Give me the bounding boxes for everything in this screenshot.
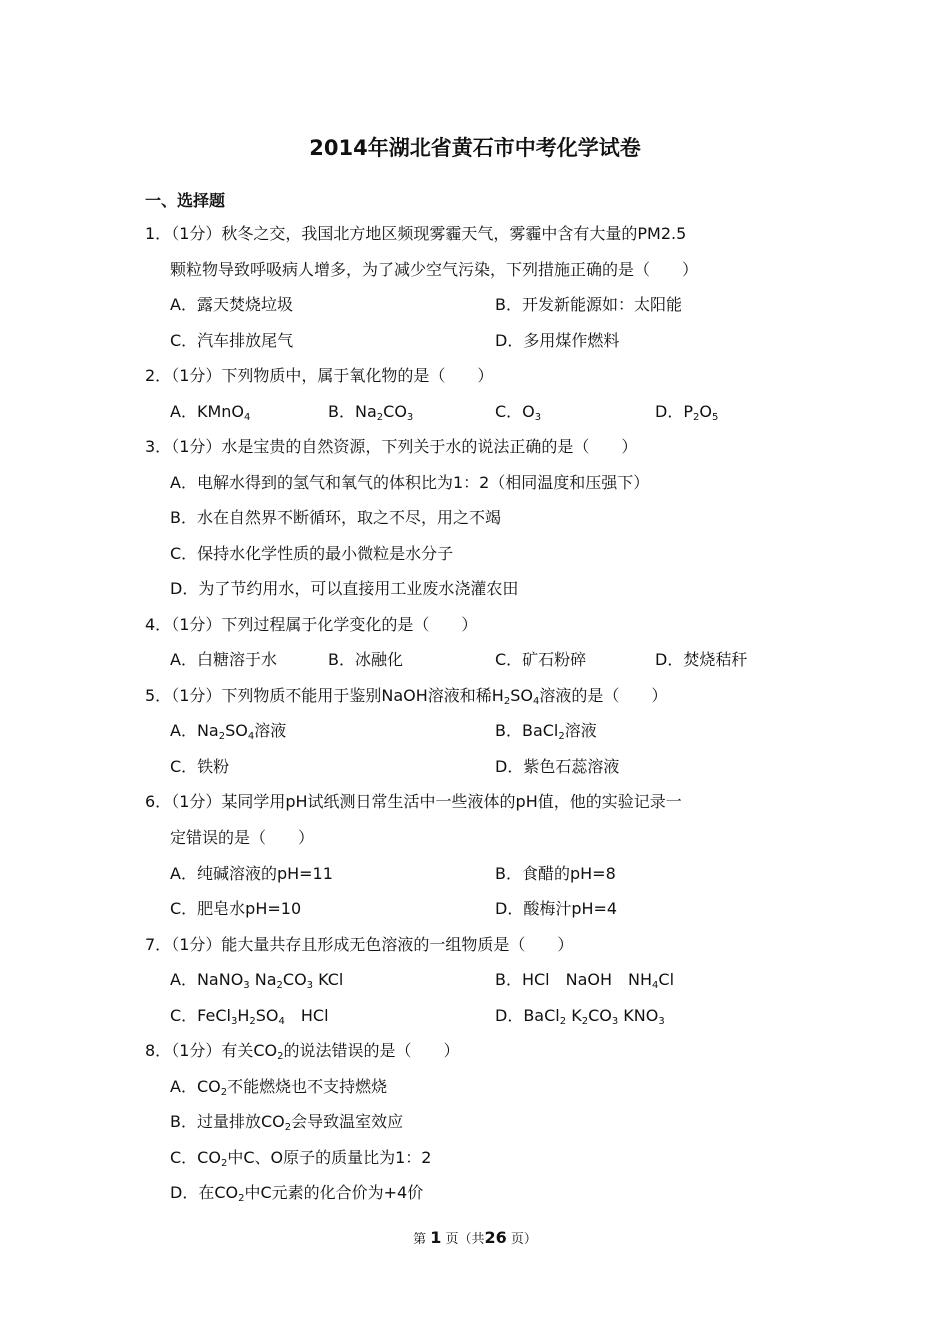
- q5-option-d: D．紫色石蕊溶液: [495, 757, 620, 776]
- q8-option-b: B．过量排放$CO_2$会导致温室效应: [170, 1112, 404, 1133]
- q8-option-c: C．$CO_2$中C、O原子的质量比为1：2: [170, 1148, 432, 1169]
- q5-option-a: A．$Na_2SO_4$溶液: [170, 721, 287, 742]
- question-7: 7．（1分）能大量共存且形成无色溶液的一组物质是（ ）: [145, 935, 574, 954]
- q5-option-c: C．铁粉: [170, 757, 230, 776]
- q7-option-a: A．NaNO$_3$ $Na_2CO_3$ KCl: [170, 970, 344, 991]
- q8-option-a: A．$CO_2$不能燃烧也不支持燃烧: [170, 1077, 388, 1098]
- q3-option-b: B．水在自然界不断循环，取之不尽，用之不竭: [170, 508, 501, 527]
- q7-option-b: B．HCl NaOH $NH_4Cl$: [495, 970, 675, 991]
- q2-option-a: A．KMnO$_4$: [170, 402, 251, 423]
- q2-option-b: B．$Na_2CO_3$: [328, 402, 414, 423]
- q3-option-a: A．电解水得到的氢气和氧气的体积比为1：2（相同温度和压强下）: [170, 473, 650, 492]
- question-4: 4．（1分）下列过程属于化学变化的是（ ）: [145, 615, 478, 634]
- q7-option-c: C．$FeCl_3H_2SO_4$ HCl: [170, 1006, 329, 1027]
- question-6-stem-cont: 定错误的是（ ）: [170, 828, 315, 847]
- page-footer: 第 1 页（共26 页）: [413, 1228, 537, 1247]
- q2-option-c: C．$O_3$: [495, 402, 542, 423]
- page-title: 2014年湖北省黄石市中考化学试卷: [309, 136, 641, 160]
- q6-option-c: C．肥皂水pH=10: [170, 899, 302, 918]
- question-2: 2．（1分）下列物质中，属于氧化物的是（ ）: [145, 366, 494, 385]
- question-6: 6．（1分）某同学用pH试纸测日常生活中一些液体的pH值，他的实验记录一: [145, 792, 682, 811]
- question-5: 5．（1分）下列物质不能用于鉴别NaOH溶液和稀$H_2SO_4$溶液的是（ ）: [145, 686, 668, 707]
- question-3: 3．（1分）水是宝贵的自然资源，下列关于水的说法正确的是（ ）: [145, 437, 638, 456]
- q2-option-d: D．$P_2O_5$: [655, 402, 719, 423]
- q4-option-a: A．白糖溶于水: [170, 650, 277, 669]
- question-1: 1．（1分）秋冬之交，我国北方地区频现雾霾天气，雾霾中含有大量的PM2.5: [145, 224, 687, 243]
- q1-option-a: A．露天焚烧垃圾: [170, 295, 293, 314]
- q5-option-b: B．BaCl$_2$溶液: [495, 721, 597, 742]
- q1-option-c: C．汽车排放尾气: [170, 331, 294, 350]
- question-1-stem-cont: 颗粒物导致呼吸病人增多，为了减少空气污染，下列措施正确的是（ ）: [170, 260, 699, 279]
- q6-option-a: A．纯碱溶液的pH=11: [170, 864, 333, 883]
- q6-option-b: B．食醋的pH=8: [495, 864, 616, 883]
- q4-option-d: D．焚烧秸秆: [655, 650, 748, 669]
- question-8: 8．（1分）有关$CO_2$的说法错误的是（ ）: [145, 1041, 460, 1062]
- q8-option-d: D．在$CO_2$中C元素的化合价为+4价: [170, 1183, 424, 1204]
- q1-option-b: B．开发新能源如：太阳能: [495, 295, 682, 314]
- q4-option-b: B．冰融化: [328, 650, 403, 669]
- q4-option-c: C．矿石粉碎: [495, 650, 587, 669]
- q6-option-d: D．酸梅汁pH=4: [495, 899, 618, 918]
- q3-option-c: C．保持水化学性质的最小微粒是水分子: [170, 544, 454, 563]
- section-heading: 一、选择题: [145, 191, 226, 210]
- q1-option-d: D．多用煤作燃料: [495, 331, 620, 350]
- q3-option-d: D．为了节约用水，可以直接用工业废水浇灌农田: [170, 579, 519, 598]
- q7-option-d: D．BaCl$_2$ $K_2CO_3$ $KNO_3$: [495, 1006, 665, 1027]
